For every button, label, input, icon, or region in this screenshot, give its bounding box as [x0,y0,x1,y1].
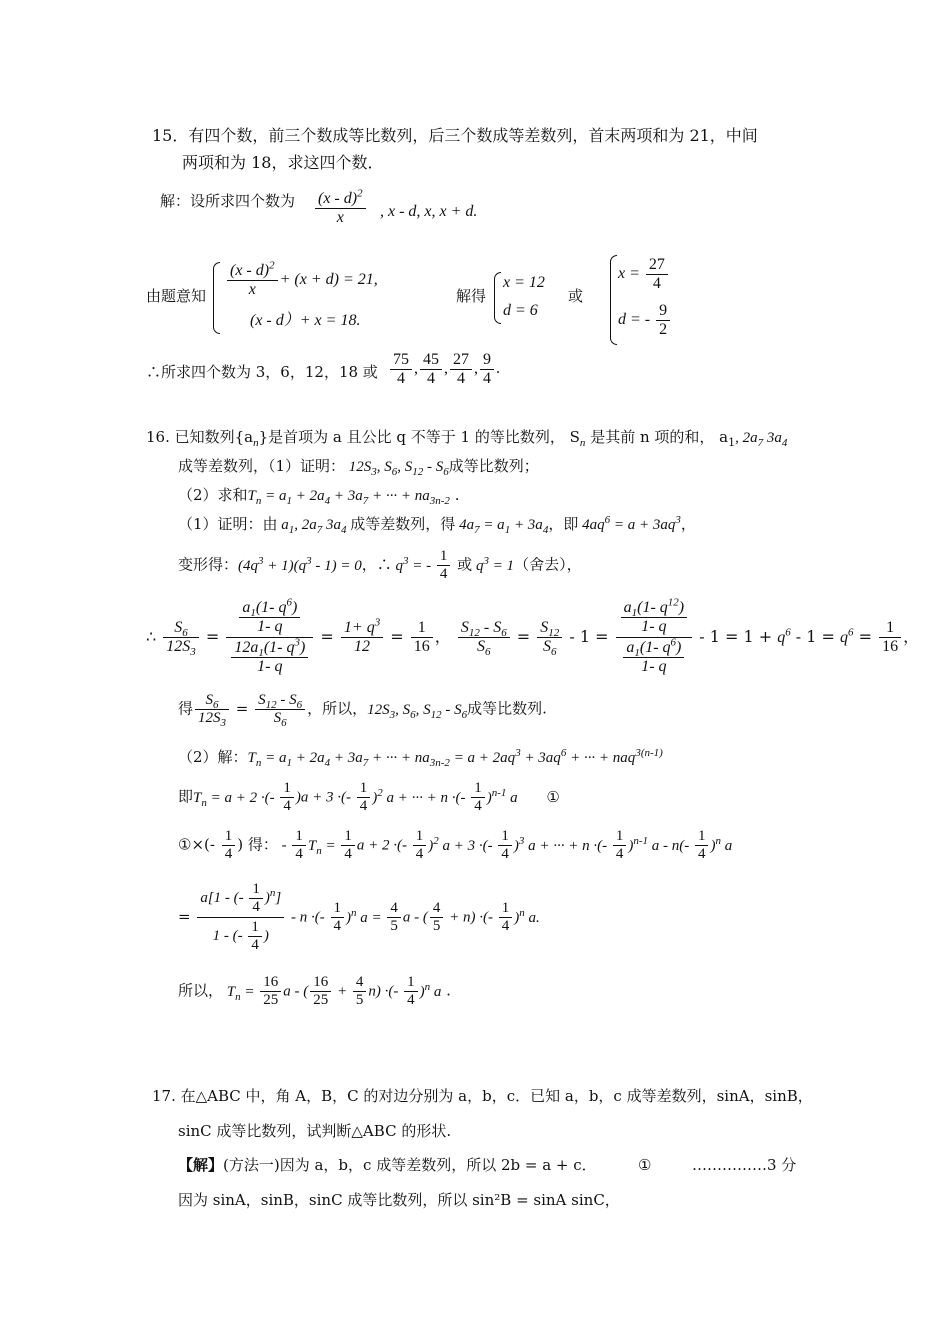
p15-or: 或 [568,287,584,305]
p15-question-line1: 15．有四个数，前三个数成等比数列，后三个数成等差数列，首末两项和为 21，中间 [152,126,758,145]
frac-27: 27 [450,351,472,370]
p16-ji-line: 即$T_n = a + 2$ ·(- $\frac{1}{4}$ )a + 3 ·(- $\frac{1}{4}$ )$^2$ a + ··· + n ·(- $\frac{1}{4}$ )$^{n-1}$ a ① [178,780,560,814]
p15-system-brace [213,262,220,334]
p16-proof1-line: （1）证明：由 $a_1$, $2a_7$ $3a_4$ 成等差数列，得 $4a_7 = a_1 + 3a_4$，即 $4aq^6 = a + 3aq^3$， [178,514,696,536]
p17-circle: ① [638,1156,652,1174]
p15-sol1-d: d = 6 [503,302,538,319]
circle-1: ① [546,787,560,806]
p16-sum-line: = a[1 - (- $\frac{1}{4}$ )$^n$] 1 - (- $\frac{1}{4}$ ) - n ·(- $\frac{1}{4}$ )$^n$ a = $\frac{4}{5}$ a - ( $\frac{4}{5}$ + n) ·(- $\frac{1}{4}$ )$^n$ a. [178,881,540,953]
p17-solution-line1: 【解】(方法一)因为 a，b，c 成等差数列，所以 2b = a + c． [178,1156,597,1174]
p15-eq2: (x - d）+ x = 18. [250,312,361,329]
p16-transform-line: 变形得：$(4q^3 + 1)(q^3 - 1) = 0$，∴ $q^3$ = - $\frac{1}{4}$ 或 $q^3 = 1$（舍去）， [178,548,582,582]
p15-solution1-brace [494,272,501,324]
p16-final-line: 所以， $T_n$ = $\frac{16}{25}$ a - ( $\frac{16}{25}$ + $\frac{4}{5}$ n) ·(- $\frac{1}{4}$ )$^n$ a . [178,974,451,1008]
frac-75: 75 [390,351,412,370]
p15-eq1: $\frac{(x - d)^2}{x}$ + (x + d) = 21, [225,262,378,299]
p15-solution2-brace [610,255,617,345]
frac-9: 9 [480,351,494,370]
p15-sol2-x: x = $\frac{27}{4}$ [618,256,670,293]
p16-question-line2: 成等差数列，（1）证明： $12S_3$, $S_6$, $S_{12} - S_6$成等比数列； [178,457,539,478]
p15-other-numbers: , x - d, x, x + d. [380,203,478,220]
p15-sol1-x: x = 12 [503,274,545,291]
p16-question-line1: 16. 已知数列$\{a_n\}$是首项为 a 且公比 q 不等于 1 的等比数列， $S_n$ 是其前 n 项的和， $a_1$, $2a_7$ $3a_4$ [146,428,788,449]
p15-answer-label: ∴所求四个数为 3，6，12，18 或 [146,363,378,381]
p17-question-line1: 17. 在△ABC 中，角 A，B，C 的对边分别为 a，b，c．已知 a，b，c 成等差数列，sinA，sinB， [152,1087,813,1105]
p16-ratio-line: ∴ $\frac{S_6}{12S_3}$ = $\frac{\frac{a_1(1- q^6)}{1- q}}{\frac{12a_1(1- q^3)}{1- q}}$ = $\frac{1+ q^3}{12}$ = $\frac{1}{16}$ ， $\frac{S_{12} - S_6}{S_6}$ = $\frac{S_{12}}{S_6}$ - 1 = $\frac{\frac{a_1(1- q^{12})}{1- q}}{\frac{a_1(1- q^6)}{1- q}}$ - $1 = 1 + q^6 - 1 = q^6$ = $\frac{1}{16}$ ， [146,596,920,675]
p15-eq1-tail: + (x + d) = 21, [279,271,378,289]
p15-given-label: 由题意知 [146,287,207,305]
p16-question-line3: （2）求和$T_n = a_1 + 2a_4 + 3a_7$ + ··· + $na_{3n-2}$ . [178,486,460,507]
p17-solution-bracket: 【解】 [178,1156,224,1174]
p15-solve-label: 解得 [456,287,487,305]
p15-sol2-d: d = - $\frac{9}{2}$ [618,302,672,339]
p15-first-number: $\frac{(x - d)^2}{x}$ [313,190,368,227]
frac-45: 45 [420,351,442,370]
p15-question-line2: 两项和为 18，求这四个数． [182,153,384,172]
p17-question-line2: sinC 成等比数列，试判断△ABC 的形状. [178,1122,452,1140]
p16-times-line: ①×(- $\frac{1}{4}$ ) 得： - $\frac{1}{4}$ $T_n$ = $\frac{1}{4}$ a + 2 ·(- $\frac{1}{4}$ )$^2$ a + 3 ·(- $\frac{1}{4}$ )$^3$ a + ··· + n ·(- $\frac{1}{4}$ )$^{n-1}$ a - n(- $\frac{1}{4}$ )$^n$ a [178,828,733,862]
p15-solution-label: 解：设所求四个数为 [160,192,296,210]
p17-solution-line2: 因为 sinA，sinB，sinC 成等比数列，所以 sin²B = sinA sinC， [178,1191,620,1209]
p17-score: ……………3 分 [692,1156,797,1174]
p15-answer-fractions: $\frac{75}{4}$ , $\frac{45}{4}$ , $\frac{27}{4}$ , $\frac{9}{4}$ . [388,351,500,388]
p16-part2-line: （2）解：$T_n = a_1 + 2a_4 + 3a_7$ + ··· + $na_{3n-2} = a + 2aq^3 + 3aq^6$ + ··· + naq$^{3(n-1)}$ [178,747,663,769]
p16-therefore-line: 得 $\frac{S_6}{12S_3}$ = $\frac{S_{12} - S_6}{S_6}$ ，所以，$12S_3$, $S_6$, $S_{12} - S_6$成等比数列. [178,692,547,729]
